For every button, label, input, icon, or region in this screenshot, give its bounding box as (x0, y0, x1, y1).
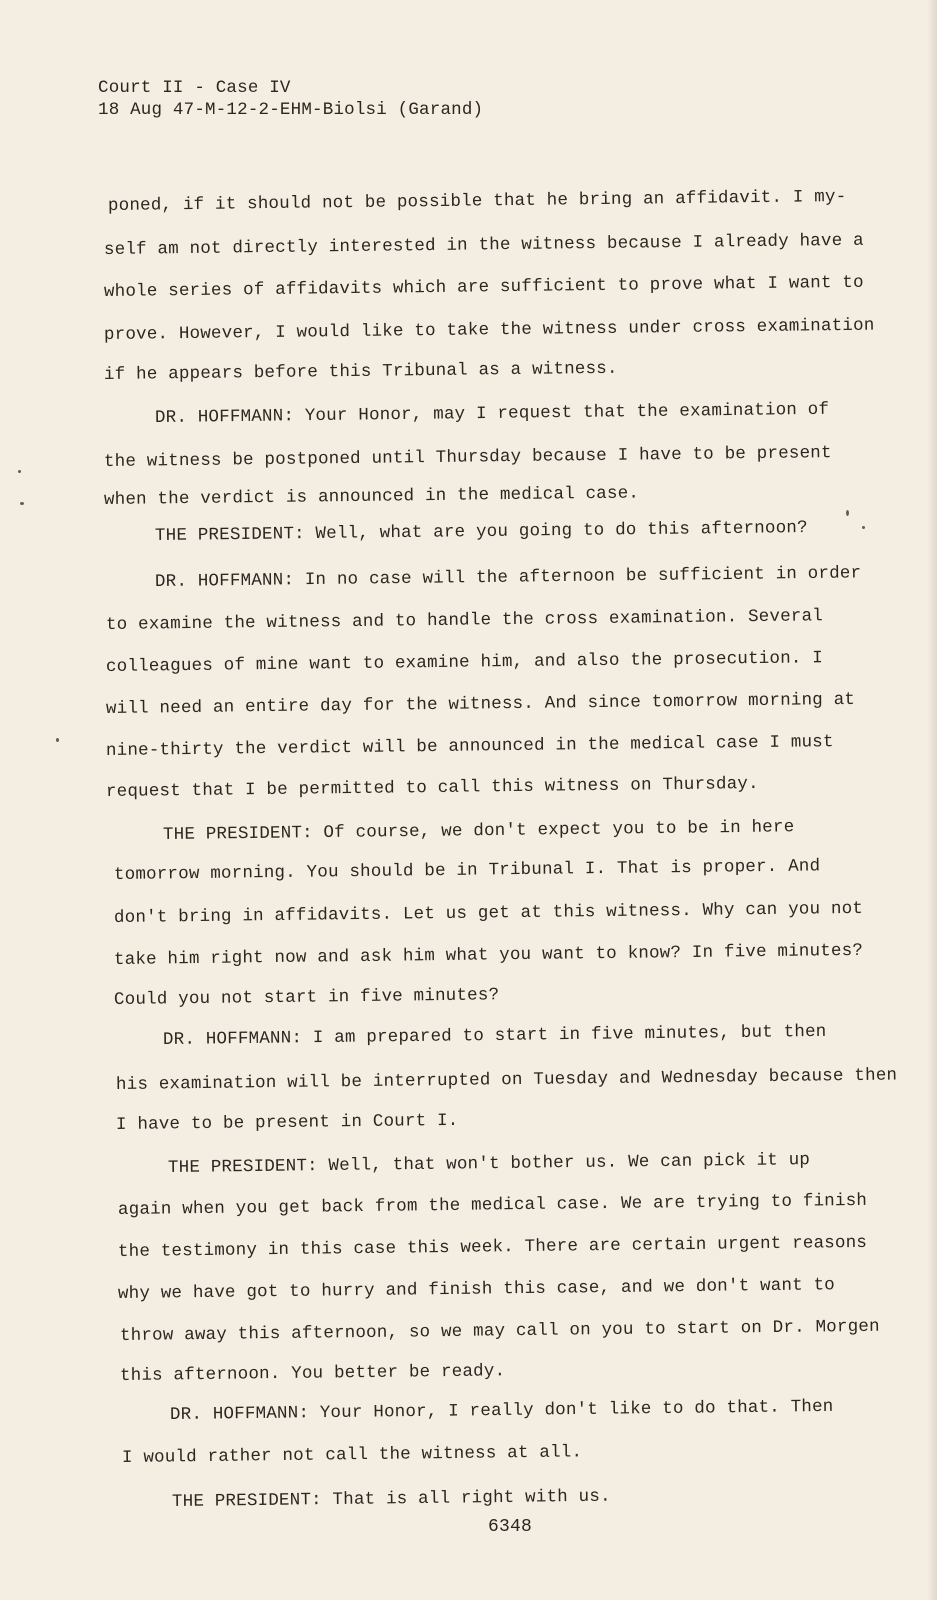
transcript-line: his examination will be interrupted on Tuesday and Wednesday because then (115, 1065, 898, 1095)
transcript-line: tomorrow morning. You should be in Tribunal I. That is proper. And (113, 856, 821, 885)
transcript-line: I have to be present in Court I. (115, 1110, 459, 1135)
transcript-line: the testimony in this case this week. There are certain urgent reasons (117, 1232, 868, 1262)
transcript-line: when the verdict is announced in the medical case. (103, 483, 640, 510)
transcript-line: whole series of affidavits which are sufficient to prove what I want to (103, 272, 864, 302)
transcript-line: nine-thirty the verdict will be announced in the medical case I must (105, 732, 834, 761)
speaker-paragraph-start: DR. HOFFMANN: Your Honor, I really don't like to do that. Then (169, 1396, 834, 1425)
page-edge-shadow (927, 0, 937, 1600)
page-number: 6348 (488, 1517, 533, 1537)
header-court-case: Court II - Case IV (98, 78, 291, 98)
scan-speck (846, 510, 849, 516)
transcript-line: throw away this afternoon, so we may call on you to start on Dr. Morgen (119, 1316, 880, 1346)
transcript-line: self am not directly interested in the witness because I already have a (103, 230, 864, 260)
scan-speck (18, 470, 21, 473)
transcript-line: Could you not start in five minutes? (113, 985, 500, 1010)
transcript-line: will need an entire day for the witness. And since tomorrow morning at (105, 689, 856, 719)
transcript-line: to examine the witness and to handle the cross examination. Several (105, 606, 824, 635)
transcript-line: don't bring in affidavits. Let us get at this witness. Why can you not (113, 898, 864, 928)
speaker-paragraph-start: THE PRESIDENT: Well, that won't bother us. We can pick it up (167, 1150, 811, 1178)
transcript-line: prove. However, I would like to take the witness under cross examination (103, 315, 875, 345)
speaker-paragraph-start: DR. HOFFMANN: In no case will the afternoon be sufficient in order (154, 563, 862, 592)
transcript-line: if he appears before this Tribunal as a witness. (103, 358, 618, 385)
transcript-line: this afternoon. You better be ready. (119, 1361, 506, 1386)
transcript-line: I would rather not call the witness at all. (121, 1442, 583, 1468)
header-date-reference: 18 Aug 47-M-12-2-EHM-Biolsi (Garand) (98, 100, 484, 120)
speaker-paragraph-start: THE PRESIDENT: Of course, we don't expect you to be in here (162, 817, 795, 845)
scan-speck (20, 502, 24, 505)
speaker-paragraph-start: DR. HOFFMANN: Your Honor, may I request that the examination of (154, 399, 830, 428)
speaker-paragraph-start: THE PRESIDENT: Well, what are you going to do this afternoon? (154, 518, 808, 546)
transcript-line: again when you get back from the medical case. We are trying to finish (117, 1190, 868, 1220)
transcript-line: take him right now and ask him what you want to know? In five minutes? (113, 940, 864, 970)
scan-speck (56, 738, 59, 742)
speaker-paragraph-start: DR. HOFFMANN: I am prepared to start in five minutes, but then (162, 1021, 827, 1050)
transcript-line: colleagues of mine want to examine him, and also the prosecution. I (105, 648, 824, 677)
transcript-line: request that I be permitted to call this witness on Thursday. (105, 774, 759, 802)
scan-speck (862, 526, 865, 529)
transcript-line: poned, if it should not be possible that he bring an affidavit. I my- (107, 186, 847, 216)
speaker-paragraph-start: THE PRESIDENT: That is all right with us. (171, 1486, 611, 1512)
transcript-line: why we have got to hurry and finish this case, and we don't want to (117, 1275, 836, 1304)
transcript-line: the witness be postponed until Thursday because I have to be present (103, 443, 832, 472)
